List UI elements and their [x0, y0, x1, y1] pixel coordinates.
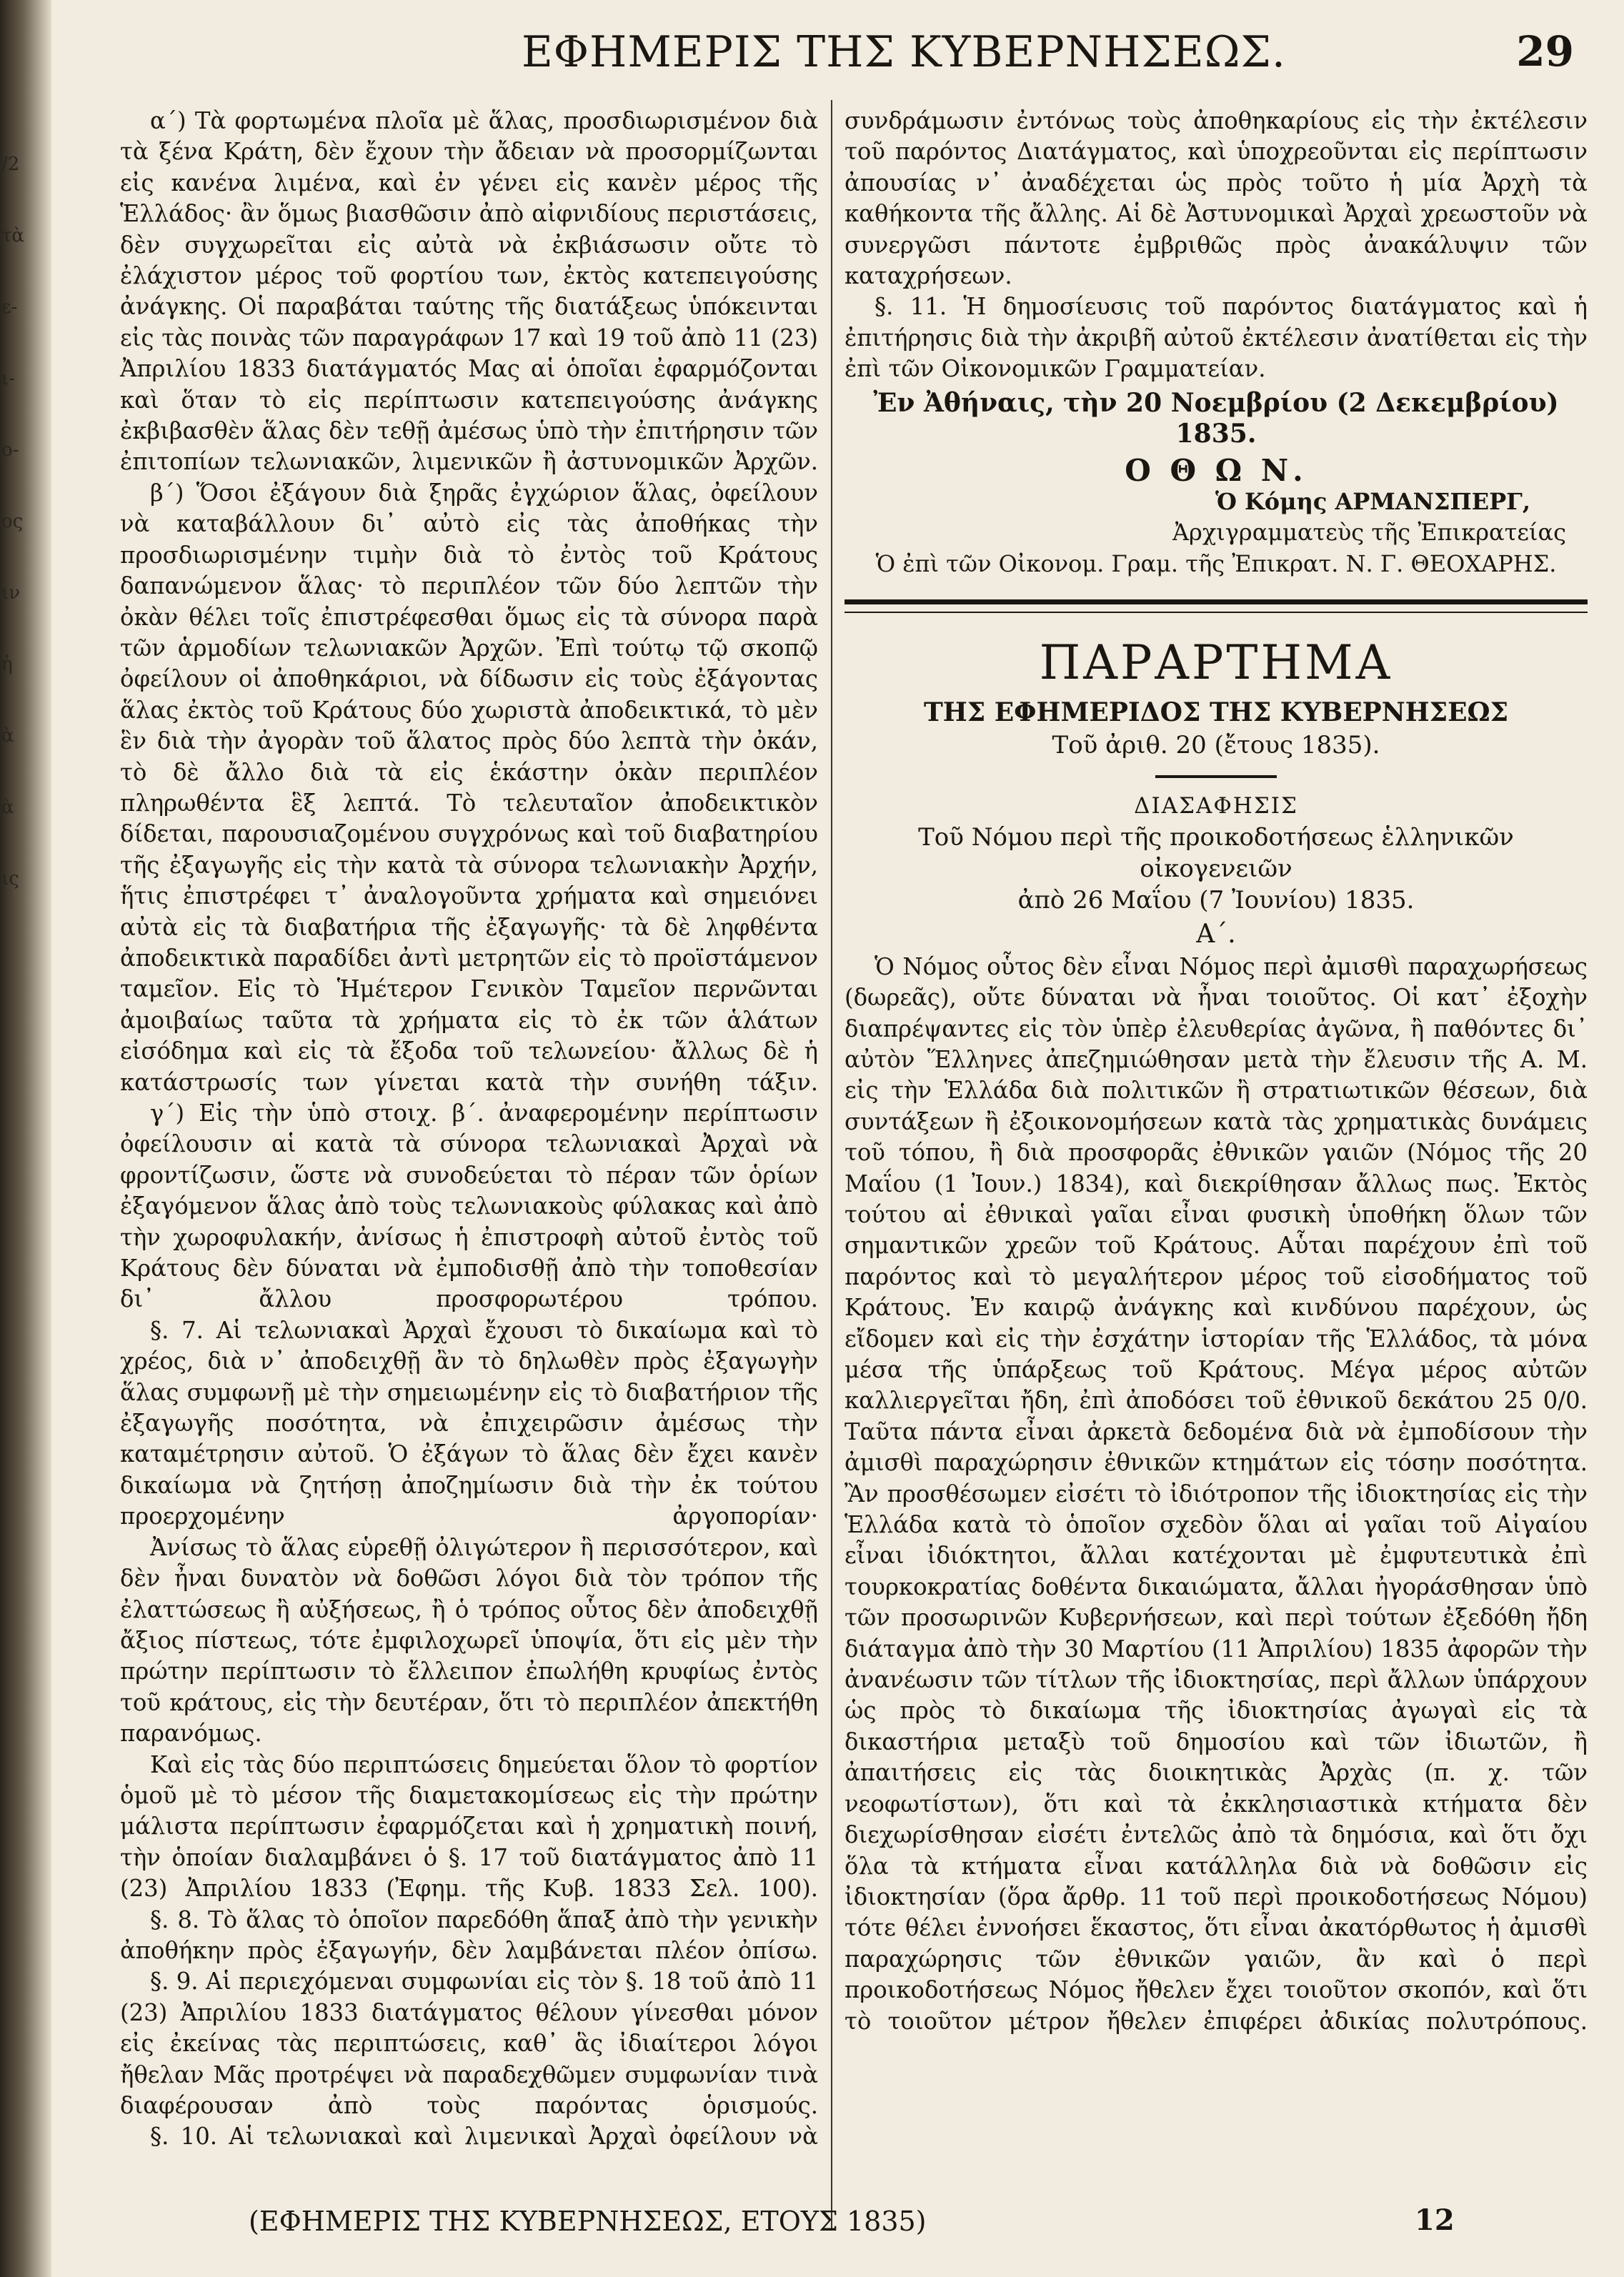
law-title-line-2: ἀπὸ 26 Μαΐου (7 Ἰουνίου) 1835. — [1017, 886, 1415, 915]
paragraph-section-9: §. 9. Αἱ περιεχόμεναι συμφωνίαι εἰς τὸν §. 18 τοῦ ἀπὸ 11 (23) Ἀπριλίου 1833 διατάγματος θέλουν γίνεσθαι μόνον εἰς ἐκείνας τὰς περιπτώσεις, καθ᾽ ἃς ἰδιαίτεροι λόγοι ἤθελαν Μᾶς προτρέψει νὰ παραδεχθῶμεν συμφωνίαν τινὰ διαφέρουσαν ἀπὸ τοὺς παρόντας ὁρισμούς. — [120, 1968, 818, 2119]
previous-page-fragments — [1, 129, 23, 915]
countersignature: Ὁ ἐπὶ τῶν Οἰκονομ. Γραμ. τῆς Ἐπικρατ. Ν. Γ. ΘΕΟΧΑΡΗΣ. — [875, 549, 1557, 577]
paragraph-confiscation: Καὶ εἰς τὰς δύο περιπτώσεις δημεύεται ὅλον τὸ φορτίον ὁμοῦ μὲ τὸ μέσον τῆς διαμετακομίσεως εἰς τὴν πρώτην μάλιστα περίπτωσιν ἐφαρμόζεται καὶ ἡ χρηματικὴ ποινή, τὴν ὁποίαν διαλαμβάνει ὁ §. 17 τοῦ διατάγματος ἀπὸ 11 (23) Ἀπριλίου 1833 (Ἐφημ. τῆς Κυβ. 1833 Σελ. 100). — [120, 1750, 818, 1903]
edge-fragment: ἡ — [1, 654, 13, 675]
paragraph-section-8: §. 8. Τὸ ἅλας τὸ ὁποῖον παρεδόθη ἅπαξ ἀπὸ τὴν γενικὴν ἀποθήκην πρὸς ἐξαγωγήν, δὲν λαμβάνεται πλέον ὀπίσω. — [120, 1905, 818, 1964]
signature-title: Ἀρχιγραμματεὺς τῆς Ἐπικρατείας — [1172, 519, 1566, 547]
clarifications-heading: ΔΙΑΣΑΦΗΣΙΣ — [1134, 792, 1298, 819]
left-column — [120, 106, 818, 2153]
signature-count: Ὁ Κόμης ΑΡΜΑΝΣΠΕΡΓ, — [1215, 487, 1530, 515]
paragraph-discrepancy: Ἀνίσως τὸ ἅλας εὑρεθῇ ὀλιγώτερον ἢ περισσότερον, καὶ δὲν ἦναι δυνατὸν νὰ δοθῶσι λόγοι διὰ τὸν τρόπον τῆς ἐλαττώσεως ἢ αὐξήσεως, ἢ ὁ τρόπος οὗτος δὲν ἀποδειχθῇ ἄξιος πίστεως, τότε ἐμφιλοχωρεῖ ὑποψία, ὅτι εἰς μὲν τὴν πρώτην περίπτωσιν τὸ ἔλλειπον ἐπωλήθη κρυφίως ἐντὸς τοῦ κράτους, εἰς τὴν δευτέραν, ὅτι τὸ περιπλέον ἀπεκτήθη παρανόμως. — [120, 1533, 818, 1748]
edge-fragment: ὰ — [1, 725, 14, 747]
section-label: Α´. — [1196, 920, 1236, 950]
short-divider — [1155, 775, 1277, 778]
paragraph-section-11: §. 11. Ἡ δημοσίευσις τοῦ παρόντος διατάγματος καὶ ἡ ἐπιτήρησις διὰ τὴν ἀκριβῆ αὐτοῦ ἐκτέλεσιν ἀνατίθεται εἰς τὴν ἐπὶ τῶν Οἰκονομικῶν Γραμματείαν. — [845, 293, 1588, 383]
paragraph-continuation: συνδράμωσιν ἐντόνως τοὺς ἀποθηκαρίους εἰς τὴν ἐκτέλεσιν τοῦ παρόντος Διατάγματος, καὶ ὑποχρεοῦνται εἰς περίπτωσιν ἀπουσίας ν᾽ ἀναδέχεται ὡς πρὸς τοῦτο ἡ μία Ἀρχὴ τὰ καθήκοντα τῆς ἄλλης. Αἱ δὲ Ἀστυνομικαὶ Ἀρχαὶ χρεωστοῦν νὰ συνεργῶσι πάντοτε ἐμβριθῶς πρὸς ἀνακάλυψιν τῶν καταχρήσεων. — [845, 107, 1588, 290]
right-column — [845, 106, 1588, 2037]
law-title-line-1: Τοῦ Νόμου περὶ τῆς προικοδοτήσεως ἑλληνικῶν οἰκογενειῶν — [918, 823, 1514, 884]
edge-fragment: /2 — [1, 154, 20, 175]
paragraph-section-10: §. 10. Αἱ τελωνιακαὶ καὶ λιμενικαὶ Ἀρχαὶ ὀφείλουν νὰ — [150, 2123, 818, 2151]
appendix-body: Ὁ Νόμος οὗτος δὲν εἶναι Νόμος περὶ ἀμισθὶ παραχωρήσεως (δωρεᾶς), οὔτε δύναται νὰ ἦναι τοιοῦτος. Οἱ κατ᾽ ἐξοχὴν διαπρέψαντες εἰς τὸν ὑπὲρ ἐλευθερίας ἀγῶνα, ἢ παθόντες δι᾽ αὐτὸν Ἕλληνες ἀπεζημιώθησαν μετὰ τὴν ἔλευσιν τῆς Α. Μ. εἰς τὴν Ἑλλάδα διὰ πολιτικῶν ἢ στρατιωτικῶν θέσεων, διὰ συντάξεων ἢ ἐξοικονομήσεων κατὰ τὰς χρηματικὰς δυνάμεις τοῦ τόπου, ἢ διὰ προσφορᾶς ἐθνικῶν γαιῶν (Νόμος τῆς 20 Μαΐου (1 Ἰουν.) 1834), καὶ διεκρίθησαν ἄλλως πως. Ἐκτὸς τούτου αἱ ἐθνικαὶ γαῖαι εἶναι φυσικὴ ὑποθήκη ὅλων τῶν σημαντικῶν χρεῶν τοῦ Κράτους. Αὗται παρέχουν ἐπὶ τοῦ παρόντος καὶ τὸ μεγαλήτερον μέρος τοῦ εἰσοδήματος τοῦ Κράτους. Ἐν καιρῷ ἀνάγκης καὶ κινδύνου παρέχουν, ὡς εἴδομεν καὶ εἰς τὴν ἐσχάτην ἱστορίαν τῆς Ἑλλάδος, τὰ μόνα μέσα τῆς ὑπάρξεως τοῦ Κράτους. Μέγα μέρος αὐτῶν καλλιεργεῖται ἤδη, ἐπὶ ἀποδόσει τοῦ ἐθνικοῦ δεκάτου 25 0/0. Ταῦτα πάντα εἶναι ἀρκετὰ δεδομένα διὰ νὰ ἐμποδίσουν τὴν ἀμισθὶ παραχώρησιν ἐθνικῶν κτημάτων εἰς τόσην ποσότητα. Ἂν προσθέσωμεν εἰσέτι τὸ ἰδιότροπον τῆς ἰδιοκτησίας εἰς τὴν Ἑλλάδα κατὰ τὸ ὁποῖον σχεδὸν ὅλαι αἱ γαῖαι τοῦ Αἰγαίου εἶναι ἰδιόκτητοι, ἄλλαι κατέχονται μὲ ἐμφυτευτικὰ ἐπὶ τουρκοκρατίας δοθέντα δικαιώματα, ἄλλαι ἠγοράσθησαν ὑπὸ τῶν προσωρινῶν Κυβερνήσεων, καὶ περὶ τούτων ἐξεδόθη ἤδη διάταγμα ἀπὸ τὴν 30 Μαρτίου (11 Ἀπριλίου) 1835 ἀφορῶν τὴν ἀνανέωσιν τῶν τίτλων τῆς ἰδιοκτησίας, περὶ ἄλλων ὑπάρχουν ὡς πρὸς τὸ δικαίωμα τῆς ἰδιοκτησίας ἀγωγαὶ εἰς τὰ δικαστήρια μεταξὺ τοῦ δημοσίου καὶ τῶν ἰδιωτῶν, ἢ ἀπαιτήσεις εἰς τὰς διοικητικὰς Ἀρχὰς (π. χ. τῶν νεοφωτίστων), ὅτι καὶ τὰ ἐκκλησιαστικὰ κτήματα δὲν διεχωρίσθησαν εἰσέτι ἐντελῶς ἀπὸ τὰ δημόσια, καὶ ὅτι ὄχι ὅλα τὰ κτήματα εἶναι κατάλληλα διὰ νὰ δοθῶσιν εἰς ἰδιοκτησίαν (ὅρα ἄρθρ. 11 τοῦ περὶ προικοδοτήσεως Νόμου) τότε θέλει ἐννοήσει ἕκαστος, ὅτι εἶναι ἀκατόρθωτος ἡ ἀμισθὶ παραχώρησις τῶν ἐθνικῶν γαιῶν, ἂν καὶ ὁ περὶ προικοδοτήσεως Νόμος ἤθελεν ἔχει τοιοῦτον σκοπόν, καὶ ὅτι τὸ τοιοῦτον μέτρον ἤθελεν ἐπιφέρει ἀδικίας πολυτρόπους. — [845, 952, 1588, 2035]
appendix-title: ΠΑΡΑΡΤΗΜΑ — [1039, 635, 1393, 691]
paragraph-gamma: γ´) Εἰς τὴν ὑπὸ στοιχ. β´. ἀναφερομένην περίπτωσιν ὀφείλουσιν αἱ κατὰ τὰ σύνορα τελωνιακαὶ Ἀρχαὶ νὰ φροντίζωσιν, ὥστε νὰ συνοδεύεται τὸ πέραν τῶν ὁρίων ἐξαγόμενον ἅλας ἀπὸ τοὺς τελωνιακοὺς φύλακας καὶ ἀπὸ τὴν χωροφυλακήν, ἀνίσως ἡ ἐπιστροφὴ αὐτοῦ ἐντὸς τοῦ Κράτους δὲν δύναται νὰ ἐμποδισθῇ ἀπὸ τὴν τοποθεσίαν δι᾽ ἄλλου προσφορωτέρου τρόπου. — [120, 1100, 818, 1313]
appendix-issue: Τοῦ ἀριθ. 20 (ἔτους 1835). — [1052, 730, 1380, 759]
paragraph-beta: β´) Ὅσοι ἐξάγουν διὰ ξηρᾶς ἐγχώριον ἅλας, ὀφείλουν νὰ καταβάλλουν δι᾽ αὐτὸ εἰς τὰς ἀποθήκας τὴν προσδιωρισμένην τιμὴν διὰ τὸ ἐντὸς τοῦ Κράτους δαπανώμενον ἅλας· τὸ περιπλέον τῶν δύο λεπτῶν τὴν ὀκὰν θέλει τοῖς ἐπιστρέφεσθαι ὅμως εἰς τὰ σύνορα παρὰ τῶν ἁρμοδίων τελωνιακῶν Ἀρχῶν. Ἐπὶ τούτῳ τῷ σκοπῷ ὀφείλουν οἱ ἀποθηκάριοι, νὰ δίδωσιν εἰς τοὺς ἐξάγοντας ἅλας ἐκτὸς τοῦ Κράτους δύο χωριστὰ ἀποδεικτικά, τὸ μὲν ἓν διὰ τὴν ἀγορὰν τοῦ ἅλατος πρὸς δύο λεπτὰ τὴν ὀκάν, τὸ δὲ ἄλλο διὰ τὰ εἰς ἑκάστην ὀκὰν περιπλέον πληρωθέντα ἓξ λεπτά. Τὸ τελευταῖον ἀποδεικτικὸν δίδεται, παρουσιαζομένου συγχρόνως καὶ τοῦ διαβατηρίου τῆς ἐξαγωγῆς εἰς τὴν κατὰ τὰ σύνορα τελωνιακὴν Ἀρχήν, ἥτις ἐπιστρέφει τ᾽ ἀναλογοῦντα χρήματα καὶ σημειόνει αὐτὰ εἰς τὰ διαβατήρια τῆς ἐξαγωγῆς· τὰ δὲ ληφθέντα ἀποδεικτικὰ παραδίδει ἀντὶ μετρητῶν εἰς τὸ προϊστάμενον ταμεῖον. Εἰς τὸ Ἡμέτερον Γενικὸν Ταμεῖον περνῶνται ἀμοιβαίως ταῦτα τὰ χρήματα εἰς τὸ ἐκ τῶν ἁλάτων εἰσόδημα καὶ εἰς τὰ ἔξοδα τοῦ τελωνείου· ἄλλως δὲ ἡ κατάστρωσίς των γίνεται κατὰ τὴν συνήθη τάξιν. — [120, 479, 818, 1096]
appendix-subtitle: ΤΗΣ ΕΦΗΜΕΡΙΔΟΣ ΤΗΣ ΚΥΒΕΡΝΗΣΕΩΣ — [923, 697, 1509, 728]
running-title: ΕΦΗΜΕΡΙΣ ΤΗΣ ΚΥΒΕΡΝΗΣΕΩΣ. — [522, 27, 1286, 77]
footer-publication: (ΕΦΗΜΕΡΙΣ ΤΗΣ ΚΥΒΕΡΝΗΣΕΩΣ, ΕΤΟΥΣ 1835) — [249, 2206, 927, 2237]
edge-fragment: ὰ — [1, 797, 14, 818]
paragraph-section-7: §. 7. Αἱ τελωνιακαὶ Ἀρχαὶ ἔχουσι τὸ δικαίωμα καὶ τὸ χρέος, διὰ ν᾽ ἀποδειχθῇ ἂν τὸ δηλωθὲν πρὸς ἐξαγωγὴν ἅλας συμφωνῇ μὲ τὴν σημειωμένην εἰς τὸ διαβατήριον τῆς ἐξαγωγῆς ποσότητα, νὰ ἐπιχειρῶσιν ἀμέσως τὴν καταμέτρησιν αὐτοῦ. Ὁ ἐξάγων τὸ ἅλας δὲν ἔχει κανὲν δικαίωμα νὰ ζητήσῃ ἀποζημίωσιν διὰ τὴν ἐκ τούτου προερχομένην ἀργοπορίαν· — [120, 1316, 818, 1530]
paragraph-alpha: α´) Τὰ φορτωμένα πλοῖα μὲ ἅλας, προσδιωρισμένον διὰ τὰ ξένα Κράτη, δὲν ἔχουν τὴν ἄδειαν νὰ προσορμίζωνται εἰς κανένα λιμένα, καὶ ἐν γένει εἰς κανὲν μέρος τῆς Ἑλλάδος· ἂν ὅμως βιασθῶσιν ἀπὸ αἰφνιδίους περιστάσεις, δὲν συγχωρεῖται εἰς αὐτὰ νὰ ἐκβιάσωσιν οὔτε τὸ ἐλάχιστον μέρος τοῦ φορτίου των, ἐκτὸς κατεπειγούσης ἀνάγκης. Οἱ παραβάται ταύτης τῆς διατάξεως ὑπόκεινται εἰς τὰς ποινὰς τῶν παραγράφων 17 καὶ 19 τοῦ ἀπὸ 11 (23) Ἀπριλίου 1833 διατάγματός Μας αἱ ὁποῖαι ἐφαρμόζονται καὶ ὅταν τὸ εἰς περίπτωσιν κατεπειγούσης ἀνάγκης ἐκβιβασθὲν ἅλας δὲν τεθῇ ἀμέσως ὑπὸ τὴν ἐπιτήρησιν τῶν ἐπιτοπίων τελωνιακῶν, λιμενικῶν ἢ ἀστυνομικῶν Ἀρχῶν. — [120, 107, 818, 476]
column-divider — [831, 100, 832, 2229]
decree-date: Ἐν Ἀθήναις, τὴν 20 Νοεμβρίου (2 Δεκεμβρίου) 1835. — [873, 387, 1559, 449]
edge-fragment: ιν — [1, 582, 20, 604]
edge-fragment: ι- — [1, 368, 15, 389]
edge-fragment: τὰ — [1, 225, 24, 246]
section-divider — [845, 599, 1588, 613]
footer-sheet-number: 12 — [1415, 2203, 1455, 2237]
king-signature: Ο Θ Ω Ν. — [1125, 453, 1307, 489]
edge-fragment: ο- — [1, 439, 19, 461]
page-number: 29 — [1516, 27, 1574, 76]
edge-fragment: ε- — [1, 297, 18, 318]
edge-fragment: ος — [1, 511, 24, 532]
edge-fragment: ις — [1, 868, 19, 890]
